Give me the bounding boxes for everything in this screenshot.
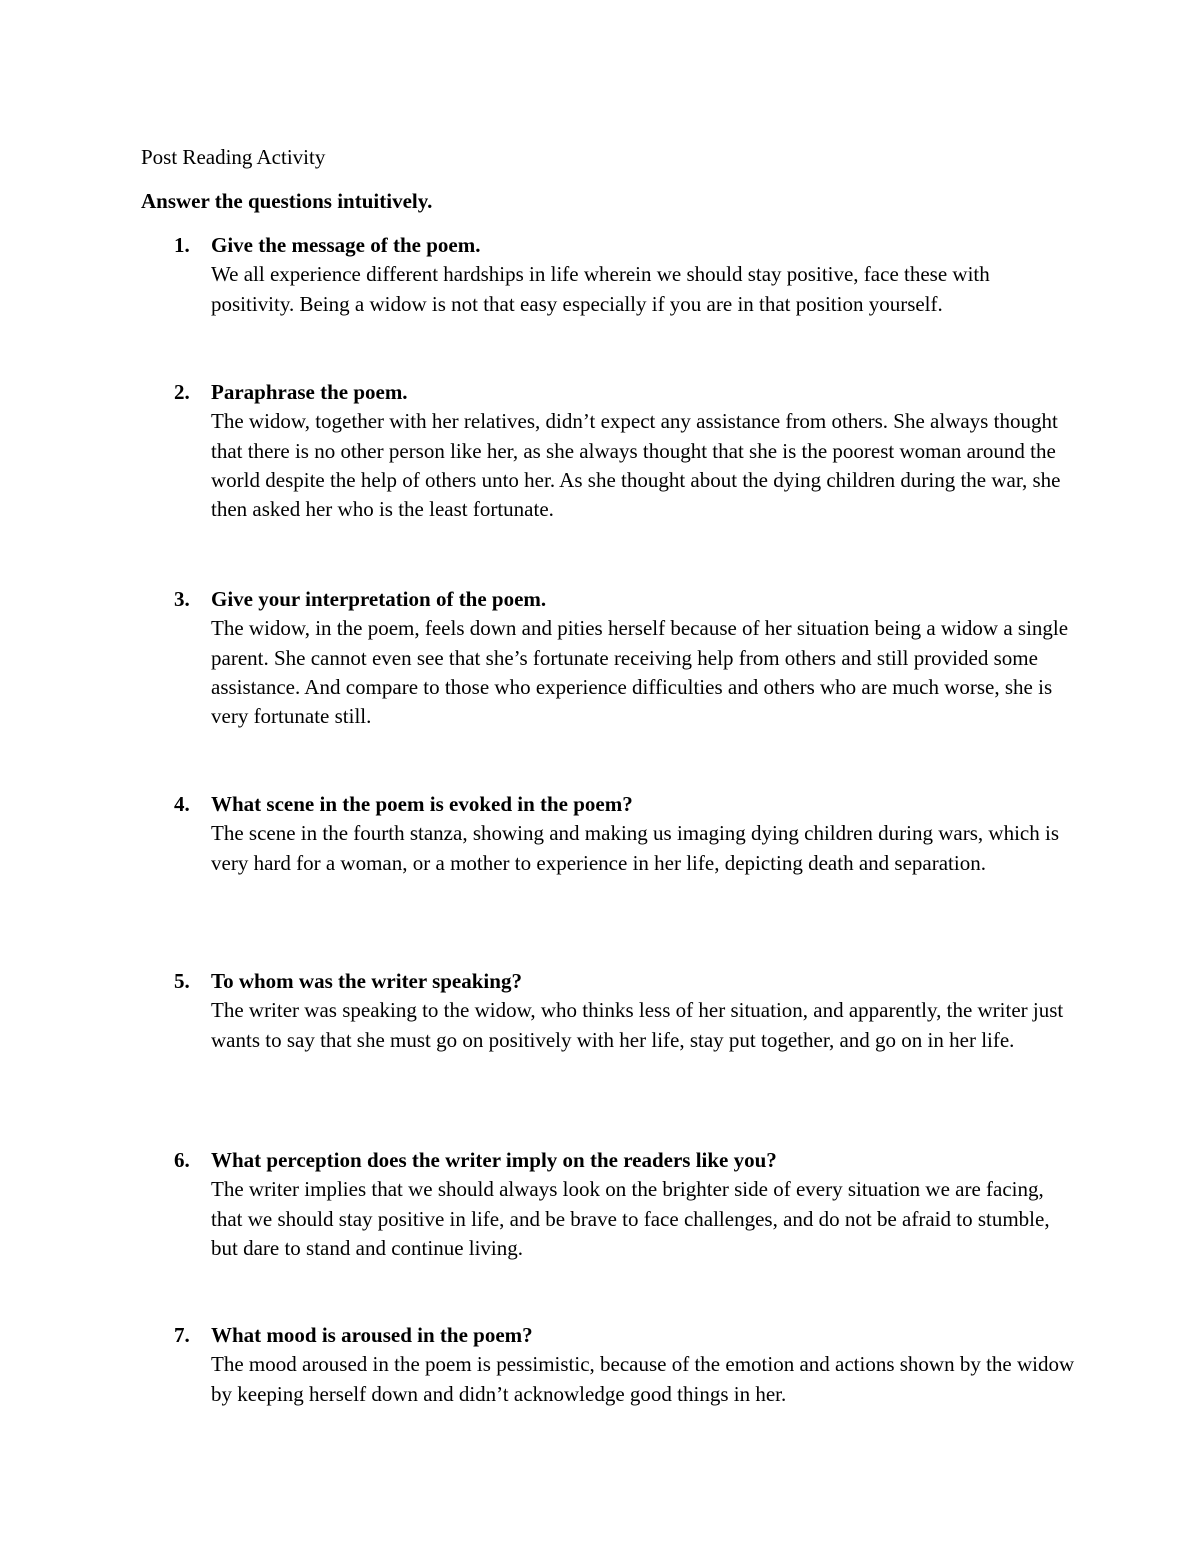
answer-text: The widow, in the poem, feels down and pities herself because of her situation being a widow a single parent. She cannot even see that she’s fortunate receiving help from others and still provided some assistance. And compare to those who experience difficulties and others who are much worse, she is very fortunate still. bbox=[211, 616, 1069, 729]
answer-text: The widow, together with her relatives, didn’t expect any assistance from others. She always thought that there is no other person like her, as she always thought that she is the poorest woman around the world despite the help of others unto her. As she thought about the dying children during the war, she then asked her who is the least fortunate. bbox=[211, 409, 1061, 522]
question-item-1 bbox=[141, 231, 1076, 319]
question-text: What perception does the writer imply on the readers like you? bbox=[211, 1148, 777, 1172]
question-text: What mood is aroused in the poem? bbox=[211, 1323, 533, 1347]
answer-text: The writer implies that we should always look on the brighter side of every situation we are facing, that we should stay positive in life, and be brave to face challenges, and do not be afraid to stumble, but dare to stand and continue living. bbox=[211, 1177, 1050, 1260]
question-text: What scene in the poem is evoked in the poem? bbox=[211, 792, 633, 816]
question-number: 5. bbox=[174, 969, 190, 993]
answer-text: The scene in the fourth stanza, showing and making us imaging dying children during wars, which is very hard for a woman, or a mother to experience in her life, depicting death and separation. bbox=[211, 821, 1059, 875]
answer-text: The writer was speaking to the widow, who thinks less of her situation, and apparently, the writer just wants to say that she must go on positively with her life, stay put together, and go on in her life. bbox=[211, 998, 1064, 1052]
question-text: To whom was the writer speaking? bbox=[211, 969, 522, 993]
question-number: 7. bbox=[174, 1323, 190, 1347]
question-text: Give the message of the poem. bbox=[211, 233, 481, 257]
question-item-3 bbox=[141, 585, 1076, 731]
question-item-4 bbox=[141, 790, 1076, 878]
question-number: 6. bbox=[174, 1148, 190, 1172]
question-item-6 bbox=[141, 1146, 1076, 1263]
question-number: 4. bbox=[174, 792, 190, 816]
instructions: Answer the questions intuitively. bbox=[141, 189, 433, 213]
question-text: Paraphrase the poem. bbox=[211, 380, 408, 404]
document-title: Post Reading Activity bbox=[141, 145, 326, 169]
question-item-7 bbox=[141, 1321, 1076, 1409]
question-number: 2. bbox=[174, 380, 190, 404]
answer-text: We all experience different hardships in life wherein we should stay positive, face these with positivity. Being a widow is not that easy especially if you are in that position yourself. bbox=[211, 262, 990, 316]
question-item-5 bbox=[141, 967, 1076, 1055]
question-number: 1. bbox=[174, 233, 190, 257]
question-number: 3. bbox=[174, 587, 190, 611]
question-text: Give your interpretation of the poem. bbox=[211, 587, 547, 611]
answer-text: The mood aroused in the poem is pessimistic, because of the emotion and actions shown by the widow by keeping herself down and didn’t acknowledge good things in her. bbox=[211, 1352, 1075, 1406]
question-item-2 bbox=[141, 378, 1076, 524]
